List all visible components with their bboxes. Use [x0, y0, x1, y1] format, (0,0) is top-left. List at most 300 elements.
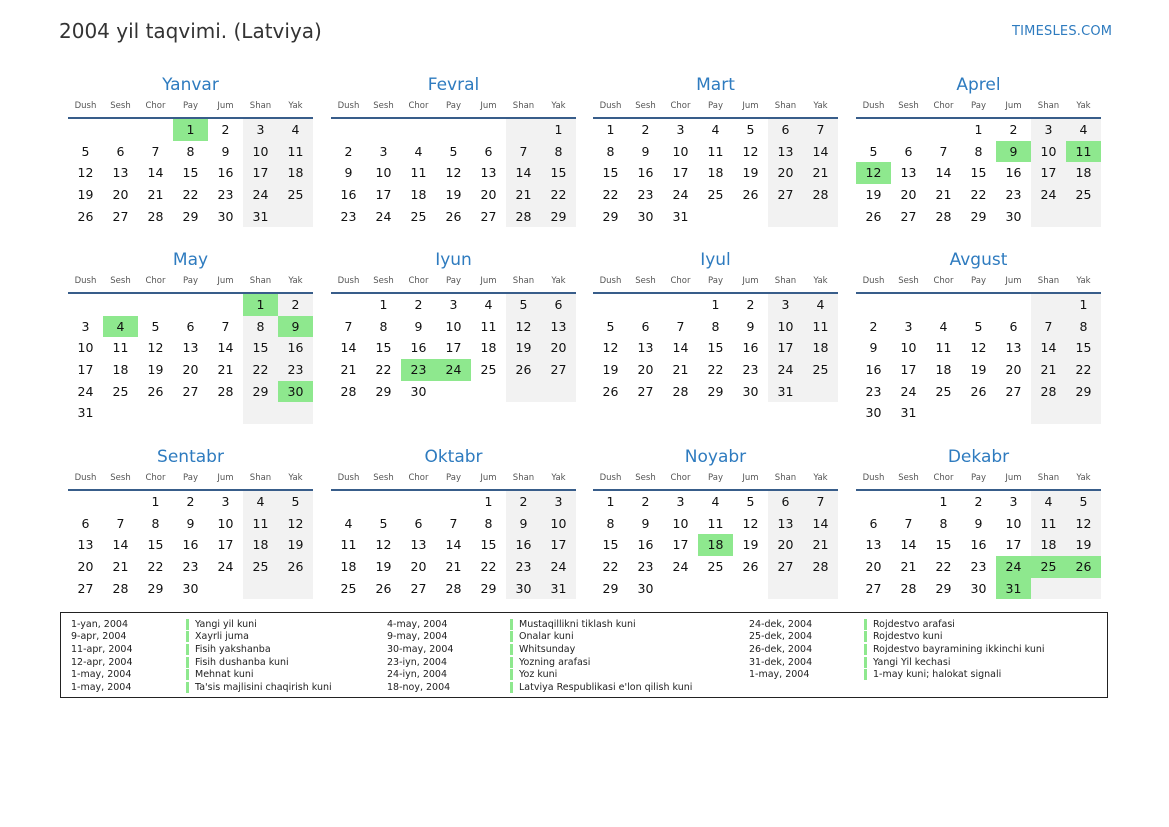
day-cell: 5 — [974, 318, 983, 334]
day-cell: 14 — [147, 165, 164, 181]
month-dekabr — [856, 446, 1101, 599]
month-noyabr — [593, 446, 838, 599]
month-mart — [593, 74, 838, 227]
day-cell: 18 — [803, 337, 838, 359]
weekday-label: Jum — [742, 473, 759, 483]
empty-cell — [208, 402, 243, 424]
day-cell: 13 — [865, 537, 882, 553]
weekday-label: Dush — [74, 276, 97, 286]
page-title: 2004 yil taqvimi. (Latviya) — [59, 19, 322, 43]
empty-cell — [996, 402, 1031, 424]
day-cell: 7 — [803, 119, 838, 141]
day-cell: 12 — [375, 537, 392, 553]
empty-cell — [891, 491, 926, 513]
day-cell: 28 — [445, 580, 462, 596]
day-cell: 3 — [768, 294, 803, 316]
day-cell: 11 — [707, 143, 724, 159]
weekday-label: Shan — [249, 101, 272, 111]
weekday-label: Sesh — [110, 101, 131, 111]
day-cell: 6 — [116, 143, 125, 159]
weekday-label: Sesh — [898, 276, 919, 286]
weekday-label: Pay — [971, 101, 986, 111]
day-cell: 6 — [768, 119, 803, 141]
day-cell: 15 — [182, 165, 199, 181]
weekday-label: Chor — [933, 473, 954, 483]
day-cell: 23 — [217, 187, 234, 203]
weekday-label: Dush — [862, 276, 885, 286]
empty-cell — [891, 294, 926, 316]
day-cell: 18 — [243, 534, 278, 556]
day-cell: 7 — [221, 318, 230, 334]
day-cell: 21 — [217, 362, 234, 378]
weekday-header — [68, 273, 313, 289]
day-cell: 9 — [186, 515, 195, 531]
day-cell: 5 — [746, 122, 755, 137]
day-cell: 30 — [410, 383, 427, 399]
day-cell: 12 — [506, 316, 541, 338]
weekday-label: Pay — [971, 276, 986, 286]
day-cell: 23 — [278, 359, 313, 381]
day-cell: 3 — [904, 318, 913, 334]
empty-cell — [891, 119, 926, 141]
empty-cell — [173, 402, 208, 424]
day-cell: 1 — [541, 119, 576, 141]
weekday-label: Dush — [337, 276, 360, 286]
day-cell: 29 — [707, 383, 724, 399]
empty-cell — [138, 294, 173, 316]
day-cell: 27 — [637, 383, 654, 399]
day-cell: 7 — [939, 143, 948, 159]
weekday-label: Yak — [813, 473, 828, 483]
holiday-date: 26-dek, 2004 — [749, 643, 813, 655]
weekday-header — [68, 98, 313, 114]
day-cell: 12 — [1066, 513, 1101, 535]
day-cell: 20 — [1005, 362, 1022, 378]
day-cell: 19 — [147, 362, 164, 378]
weekday-label: Yak — [288, 473, 303, 483]
weekday-label: Sesh — [373, 276, 394, 286]
day-cell: 22 — [602, 559, 619, 575]
empty-cell — [663, 578, 698, 600]
weekday-label: Yak — [551, 276, 566, 286]
day-cell: 21 — [112, 559, 129, 575]
day-cell: 27 — [112, 208, 129, 224]
day-cell: 14 — [1031, 337, 1066, 359]
day-grid — [68, 491, 313, 599]
day-cell: 9 — [344, 165, 353, 181]
holiday-date: 1-may, 2004 — [749, 669, 810, 681]
day-cell: 15 — [1066, 337, 1101, 359]
day-cell: 8 — [711, 318, 720, 334]
day-cell: 21 — [340, 362, 357, 378]
day-cell: 22 — [182, 187, 199, 203]
day-cell: 20 — [410, 559, 427, 575]
day-cell: 16 — [637, 537, 654, 553]
day-cell: 5 — [81, 143, 90, 159]
day-cell: 27 — [1005, 383, 1022, 399]
day-cell: 15 — [375, 340, 392, 356]
holiday-marker — [864, 619, 867, 630]
day-cell: 25 — [278, 184, 313, 206]
weekday-label: Sesh — [110, 473, 131, 483]
weekday-header — [856, 470, 1101, 486]
empty-cell — [1066, 402, 1101, 424]
day-cell: 28 — [803, 184, 838, 206]
day-cell: 24 — [768, 359, 803, 381]
day-cell: 28 — [340, 383, 357, 399]
day-cell: 8 — [541, 141, 576, 163]
day-cell: 21 — [445, 559, 462, 575]
weekday-header — [593, 470, 838, 486]
empty-cell — [173, 294, 208, 316]
day-cell: 5 — [278, 491, 313, 513]
day-cell: 21 — [506, 184, 541, 206]
day-cell: 21 — [803, 162, 838, 184]
holiday-day: 9 — [278, 316, 313, 338]
day-cell: 8 — [243, 316, 278, 338]
day-cell: 4 — [711, 494, 720, 509]
weekday-label: Yak — [1076, 473, 1091, 483]
day-cell: 22 — [935, 559, 952, 575]
holiday-day: 30 — [278, 381, 313, 403]
day-cell: 2 — [869, 318, 878, 334]
day-cell: 20 — [77, 559, 94, 575]
day-cell: 21 — [900, 559, 917, 575]
day-cell: 1 — [606, 494, 615, 509]
day-cell: 4 — [243, 491, 278, 513]
day-cell: 11 — [480, 318, 497, 334]
day-cell: 21 — [147, 187, 164, 203]
weekday-label: Yak — [288, 276, 303, 286]
day-cell: 18 — [1066, 162, 1101, 184]
day-cell: 26 — [445, 208, 462, 224]
weekday-label: Shan — [774, 276, 797, 286]
day-cell: 6 — [541, 294, 576, 316]
holiday-day: 9 — [996, 141, 1031, 163]
day-grid — [331, 491, 576, 599]
day-cell: 2 — [186, 494, 195, 509]
day-cell: 31 — [541, 578, 576, 600]
day-cell: 10 — [375, 165, 392, 181]
day-cell: 25 — [935, 383, 952, 399]
day-cell: 19 — [602, 362, 619, 378]
empty-cell — [436, 381, 471, 403]
holiday-name: Latviya Respublikasi e'lon qilish kuni — [519, 681, 693, 693]
day-grid — [331, 119, 576, 227]
day-cell: 9 — [506, 513, 541, 535]
day-grid — [856, 294, 1101, 424]
holiday-date: 24-dek, 2004 — [749, 618, 813, 630]
day-cell: 24 — [672, 559, 689, 575]
weekday-label: Shan — [249, 473, 272, 483]
day-cell: 17 — [672, 165, 689, 181]
day-grid — [68, 294, 313, 424]
day-cell: 9 — [641, 515, 650, 531]
day-grid — [856, 491, 1101, 599]
day-cell: 22 — [243, 359, 278, 381]
day-cell: 18 — [340, 559, 357, 575]
day-cell: 24 — [1031, 184, 1066, 206]
day-cell: 25 — [243, 556, 278, 578]
day-cell: 29 — [541, 206, 576, 228]
legend-row — [387, 631, 692, 644]
day-cell: 4 — [414, 143, 423, 159]
weekday-label: Pay — [708, 101, 723, 111]
weekday-header — [331, 98, 576, 114]
day-cell: 12 — [445, 165, 462, 181]
day-cell: 20 — [865, 559, 882, 575]
empty-cell — [68, 119, 103, 141]
holiday-name: Fisih dushanba kuni — [195, 656, 289, 668]
weekday-label: Shan — [512, 101, 535, 111]
day-cell: 4 — [711, 122, 720, 137]
day-cell: 30 — [217, 208, 234, 224]
day-cell: 6 — [641, 318, 650, 334]
day-cell: 30 — [182, 580, 199, 596]
day-cell: 24 — [217, 559, 234, 575]
day-cell: 5 — [506, 294, 541, 316]
empty-cell — [278, 578, 313, 600]
day-cell: 27 — [480, 208, 497, 224]
day-cell: 1 — [939, 494, 948, 509]
day-cell: 12 — [147, 340, 164, 356]
month-name: Mart — [696, 75, 735, 95]
weekday-label: Jum — [1005, 276, 1022, 286]
weekday-label: Pay — [446, 276, 461, 286]
day-cell: 17 — [217, 537, 234, 553]
day-cell: 28 — [217, 383, 234, 399]
holiday-marker — [186, 619, 189, 630]
day-cell: 10 — [672, 143, 689, 159]
legend-row — [71, 681, 332, 694]
weekday-label: Chor — [408, 101, 429, 111]
weekday-label: Dush — [862, 473, 885, 483]
day-cell: 16 — [637, 165, 654, 181]
holiday-name: Yangi Yil kechasi — [873, 656, 951, 668]
holiday-name: Ta'sis majlisini chaqirish kuni — [195, 681, 332, 693]
day-cell: 23 — [742, 362, 759, 378]
legend-row — [749, 643, 1045, 656]
day-cell: 17 — [672, 537, 689, 553]
weekday-label: Pay — [708, 473, 723, 483]
weekday-label: Jum — [480, 101, 497, 111]
day-cell: 18 — [935, 362, 952, 378]
legend-row — [749, 656, 1045, 669]
day-cell: 23 — [865, 383, 882, 399]
day-cell: 3 — [676, 122, 685, 137]
holiday-name: Rojdestvo kuni — [873, 631, 943, 643]
day-cell: 17 — [445, 340, 462, 356]
day-cell: 26 — [506, 359, 541, 381]
day-cell: 10 — [445, 318, 462, 334]
day-cell: 4 — [344, 515, 353, 531]
site-link[interactable]: TIMESLES.COM — [1012, 24, 1113, 39]
weekday-label: Yak — [1076, 276, 1091, 286]
day-cell: 8 — [151, 515, 160, 531]
day-cell: 25 — [803, 359, 838, 381]
day-cell: 7 — [151, 143, 160, 159]
day-cell: 19 — [865, 187, 882, 203]
day-cell: 18 — [480, 340, 497, 356]
empty-cell — [103, 294, 138, 316]
day-cell: 3 — [676, 494, 685, 509]
day-cell: 20 — [637, 362, 654, 378]
day-cell: 8 — [379, 318, 388, 334]
holiday-date: 1-may, 2004 — [71, 681, 132, 693]
day-cell: 3 — [1031, 119, 1066, 141]
day-cell: 27 — [865, 580, 882, 596]
holiday-name: Yoz kuni — [519, 669, 558, 681]
day-cell: 15 — [970, 165, 987, 181]
empty-cell — [926, 119, 961, 141]
day-cell: 6 — [904, 143, 913, 159]
day-cell: 29 — [935, 580, 952, 596]
empty-cell — [401, 491, 436, 513]
weekday-label: Pay — [708, 276, 723, 286]
day-cell: 11 — [410, 165, 427, 181]
day-cell: 9 — [414, 318, 423, 334]
holiday-name: Rojdestvo arafasi — [873, 618, 955, 630]
day-cell: 25 — [480, 362, 497, 378]
month-oktabr — [331, 446, 576, 599]
day-cell: 14 — [672, 340, 689, 356]
day-cell: 12 — [742, 515, 759, 531]
day-cell: 22 — [970, 187, 987, 203]
holiday-marker — [186, 631, 189, 642]
holiday-marker — [186, 657, 189, 668]
holiday-marker — [510, 669, 513, 680]
weekday-header — [593, 273, 838, 289]
day-cell: 23 — [1005, 187, 1022, 203]
day-cell: 27 — [77, 580, 94, 596]
day-cell: 13 — [112, 165, 129, 181]
holiday-marker — [864, 669, 867, 680]
day-cell: 11 — [340, 537, 357, 553]
weekday-header — [68, 470, 313, 486]
weekday-label: Jum — [1005, 101, 1022, 111]
day-cell: 28 — [506, 206, 541, 228]
empty-cell — [961, 294, 996, 316]
day-cell: 29 — [480, 580, 497, 596]
holiday-name: Rojdestvo bayramining ikkinchi kuni — [873, 643, 1045, 655]
weekday-label: Jum — [217, 276, 234, 286]
day-cell: 25 — [112, 383, 129, 399]
day-cell: 31 — [243, 206, 278, 228]
day-cell: 5 — [869, 143, 878, 159]
holiday-day: 11 — [1066, 141, 1101, 163]
day-cell: 5 — [746, 494, 755, 509]
holiday-day: 24 — [436, 359, 471, 381]
day-cell: 11 — [935, 340, 952, 356]
holiday-day: 31 — [996, 578, 1031, 600]
weekday-header — [331, 470, 576, 486]
weekday-label: Dush — [599, 473, 622, 483]
empty-cell — [243, 578, 278, 600]
month-name: Fevral — [427, 75, 480, 95]
day-cell: 30 — [742, 383, 759, 399]
day-cell: 30 — [637, 208, 654, 224]
month-name: Aprel — [956, 75, 1001, 95]
day-cell: 22 — [147, 559, 164, 575]
weekday-label: Yak — [551, 473, 566, 483]
day-cell: 13 — [637, 340, 654, 356]
holiday-marker — [186, 644, 189, 655]
month-sentabr — [68, 446, 313, 599]
empty-cell — [471, 119, 506, 141]
day-cell: 1 — [606, 122, 615, 137]
weekday-label: Chor — [670, 473, 691, 483]
day-cell: 14 — [900, 537, 917, 553]
empty-cell — [926, 402, 961, 424]
weekday-label: Dush — [74, 473, 97, 483]
weekday-label: Yak — [288, 101, 303, 111]
weekday-label: Dush — [862, 101, 885, 111]
day-cell: 28 — [935, 208, 952, 224]
day-cell: 13 — [541, 316, 576, 338]
day-cell: 17 — [541, 534, 576, 556]
empty-cell — [733, 206, 768, 228]
day-cell: 29 — [1066, 381, 1101, 403]
day-cell: 19 — [375, 559, 392, 575]
day-cell: 30 — [637, 580, 654, 596]
day-cell: 6 — [186, 318, 195, 334]
day-cell: 27 — [900, 208, 917, 224]
weekday-label: Chor — [670, 101, 691, 111]
weekday-label: Chor — [408, 276, 429, 286]
weekday-header — [593, 98, 838, 114]
day-cell: 17 — [375, 187, 392, 203]
empty-cell — [138, 402, 173, 424]
day-cell: 30 — [865, 405, 882, 421]
day-cell: 6 — [1009, 318, 1018, 334]
holiday-marker — [864, 631, 867, 642]
empty-cell — [436, 491, 471, 513]
month-name: Avgust — [949, 250, 1008, 270]
weekday-header — [331, 273, 576, 289]
legend-column-3 — [749, 618, 1045, 681]
weekday-label: Shan — [249, 276, 272, 286]
day-cell: 11 — [278, 141, 313, 163]
empty-cell — [103, 402, 138, 424]
day-cell: 23 — [637, 187, 654, 203]
holiday-marker — [510, 644, 513, 655]
empty-cell — [366, 119, 401, 141]
day-cell: 16 — [278, 337, 313, 359]
day-cell: 17 — [77, 362, 94, 378]
holiday-name: Mehnat kuni — [195, 669, 254, 681]
holiday-day: 24 — [996, 556, 1031, 578]
empty-cell — [506, 119, 541, 141]
day-cell: 10 — [1031, 141, 1066, 163]
day-cell: 14 — [217, 340, 234, 356]
day-cell: 3 — [221, 494, 230, 509]
day-cell: 4 — [1031, 491, 1066, 513]
holiday-marker — [510, 682, 513, 693]
day-cell: 1 — [711, 297, 720, 312]
legend-row — [71, 631, 332, 644]
day-cell: 7 — [803, 491, 838, 513]
weekday-label: Jum — [1005, 473, 1022, 483]
day-cell: 2 — [641, 122, 650, 137]
day-cell: 2 — [221, 122, 230, 137]
day-cell: 25 — [410, 208, 427, 224]
weekday-label: Pay — [183, 276, 198, 286]
weekday-label: Jum — [217, 101, 234, 111]
day-cell: 16 — [1005, 165, 1022, 181]
day-cell: 26 — [147, 383, 164, 399]
day-cell: 22 — [375, 362, 392, 378]
month-name: Dekabr — [947, 447, 1010, 467]
